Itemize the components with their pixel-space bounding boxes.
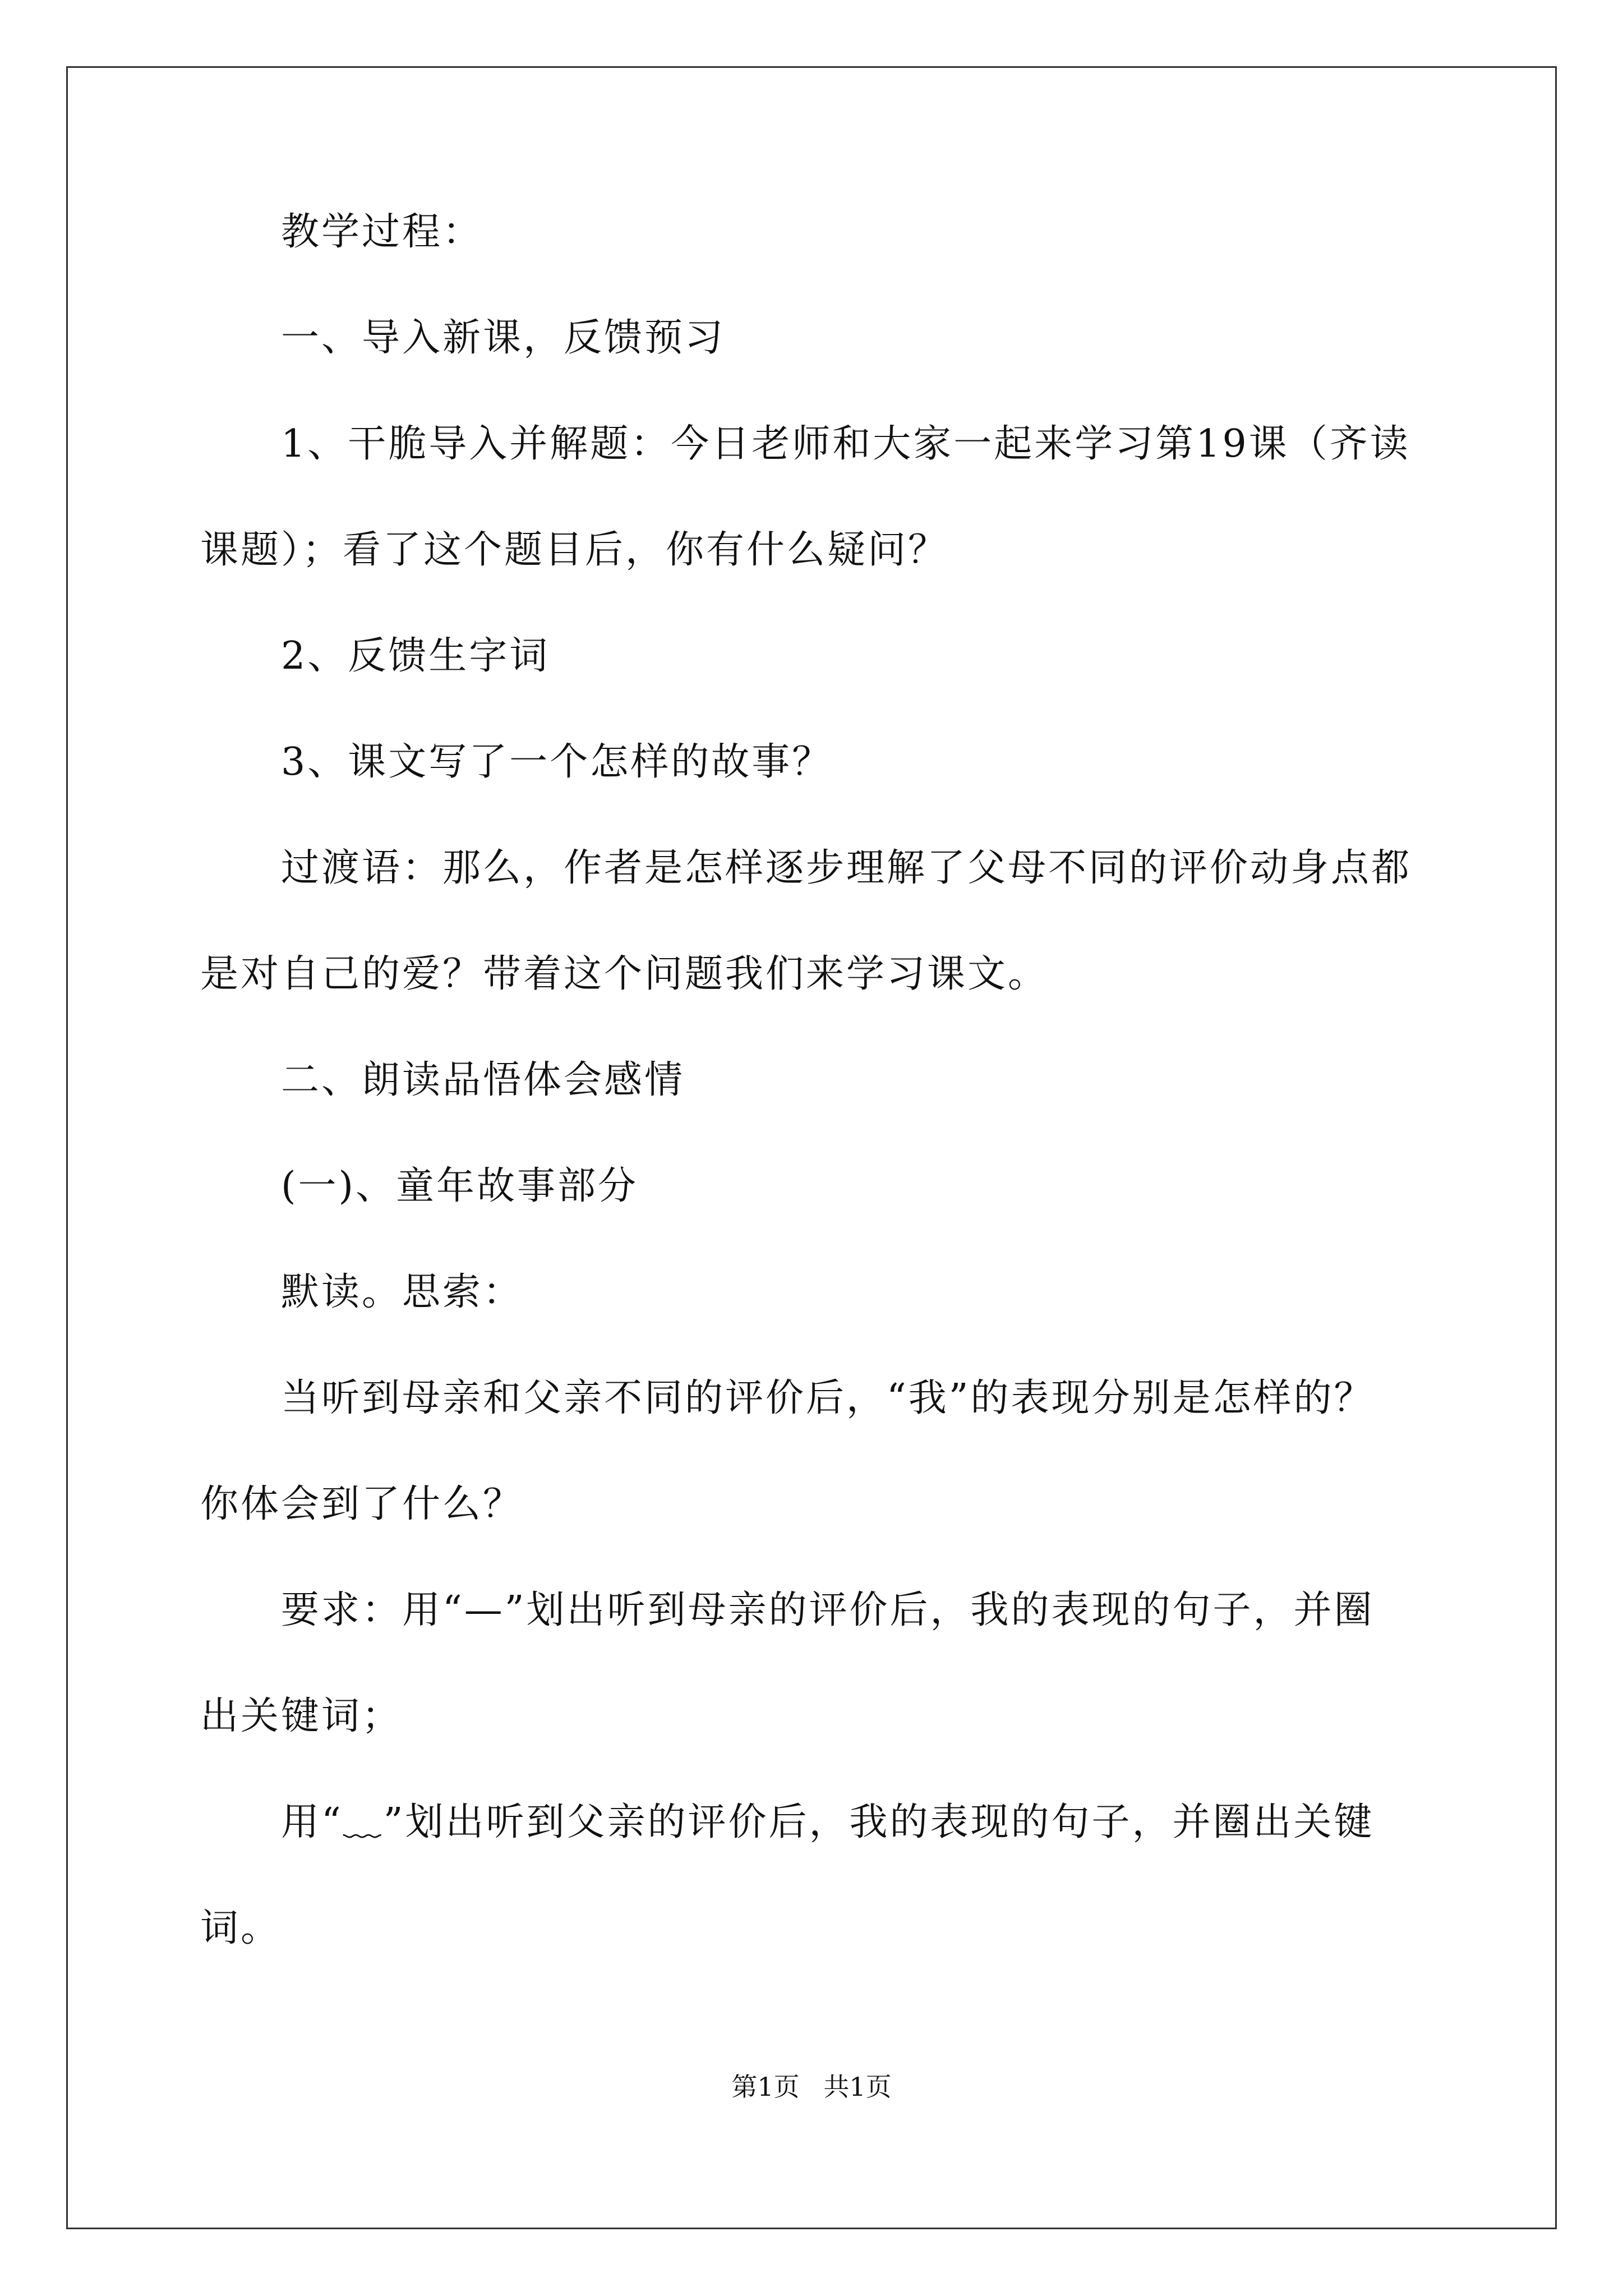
paragraph-line: 2、反馈生字词 bbox=[281, 634, 550, 678]
paragraph-line: 当听到母亲和父亲不同的评价后，“我”的表现分别是怎样的？ bbox=[281, 1376, 1375, 1420]
page-total: 共1页 bbox=[823, 2072, 892, 2102]
paragraph-line: 要求：用“—”划出听到母亲的评价后，我的表现的句子，并圈 bbox=[281, 1588, 1375, 1632]
paragraph-line: 默读。思索： bbox=[281, 1270, 524, 1314]
page-number: 第1页 bbox=[731, 2072, 800, 2102]
paragraph-line: 出关键词； bbox=[200, 1694, 403, 1738]
section-heading-reading: 二、朗读品悟体会感情 bbox=[281, 1058, 685, 1102]
section-heading-intro: 一、导入新课，反馈预习 bbox=[281, 316, 726, 360]
paragraph-line: 你体会到了什么？ bbox=[200, 1482, 524, 1526]
paragraph-line: 1、干脆导入并解题：今日老师和大家一起来学习第19课（齐读 bbox=[281, 422, 1410, 466]
paragraph-line: 3、课文写了一个怎样的故事？ bbox=[281, 740, 833, 784]
paragraph-line: 用“﹏”划出听到父亲的评价后，我的表现的句子，并圈出关键 bbox=[281, 1800, 1375, 1844]
document-body bbox=[200, 210, 1428, 2016]
paragraph-line: 课题）；看了这个题目后，你有什么疑问？ bbox=[200, 528, 949, 572]
paragraph-line: 词。 bbox=[200, 1906, 282, 1950]
page-footer bbox=[0, 2074, 1623, 2100]
heading-teaching-process: 教学过程： bbox=[281, 210, 483, 254]
paragraph-line: 是对自己的爱？带着这个问题我们来学习课文。 bbox=[200, 952, 1049, 996]
paragraph-line: 过渡语：那么，作者是怎样逐步理解了父母不同的评价动身点都 bbox=[281, 846, 1412, 890]
subsection-heading: (一)、童年故事部分 bbox=[281, 1164, 639, 1208]
